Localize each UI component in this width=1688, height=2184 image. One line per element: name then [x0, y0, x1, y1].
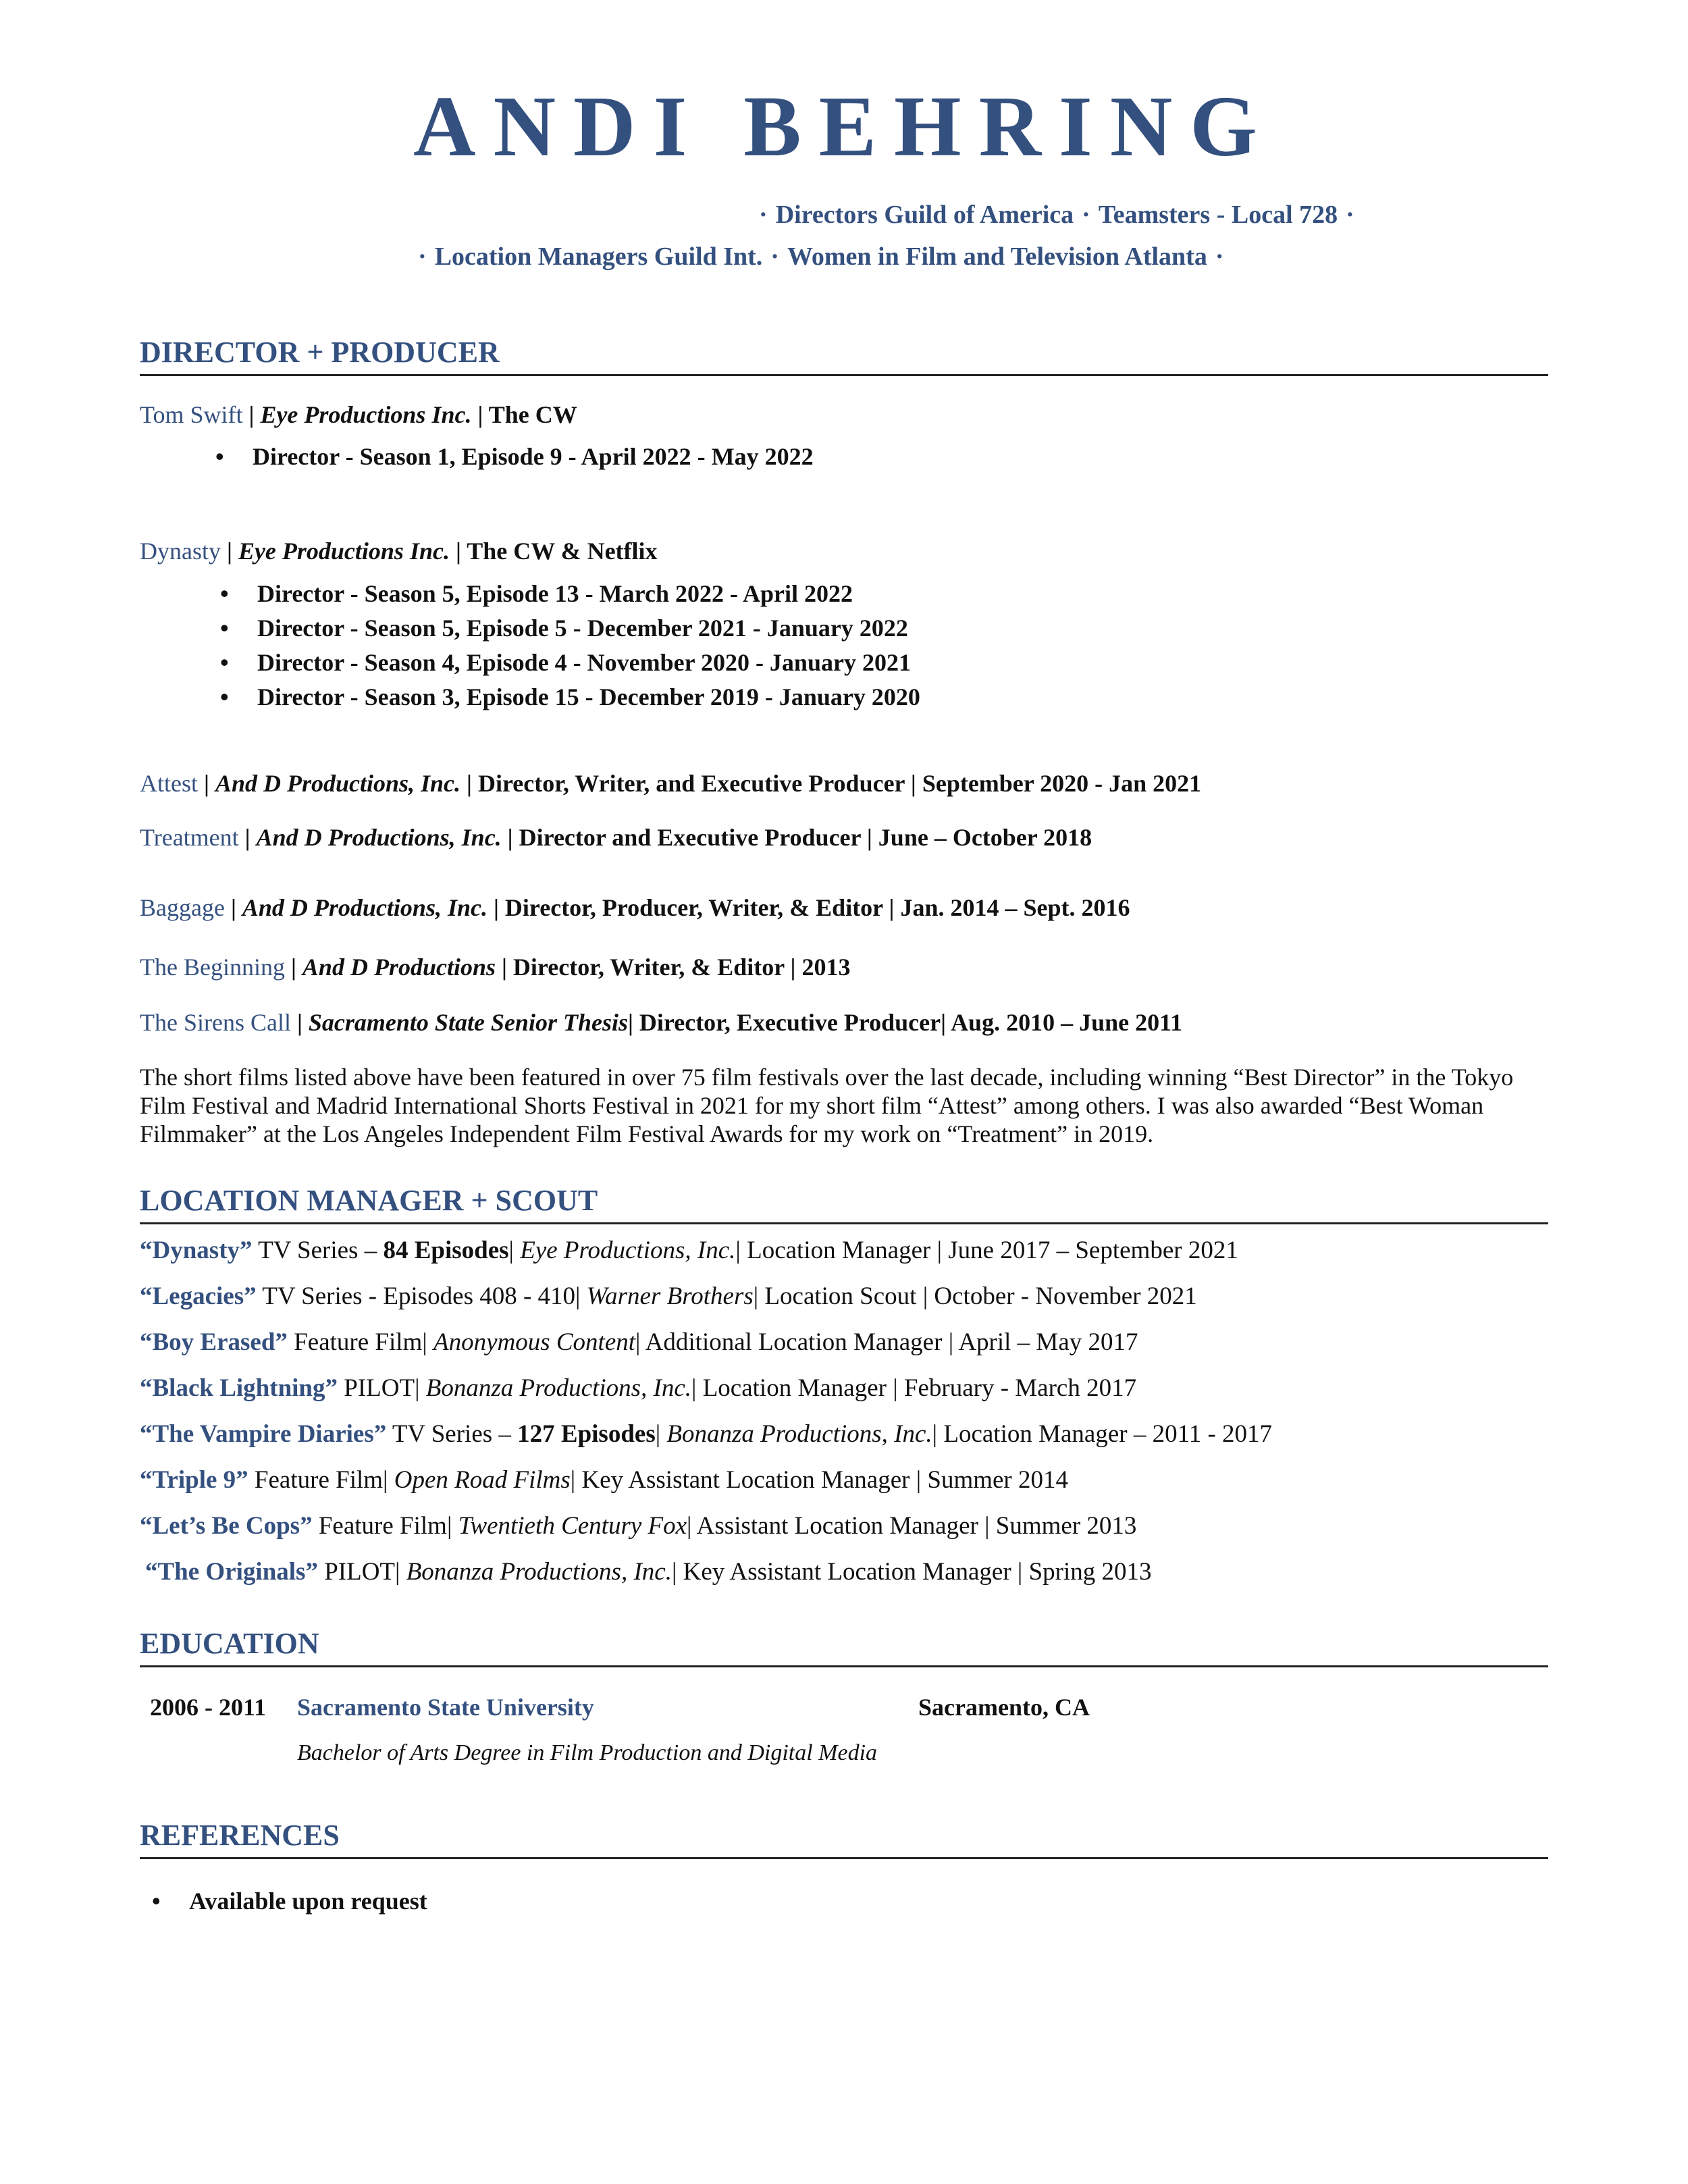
show-title: “Triple 9” [140, 1466, 248, 1494]
credit-attest: Attest | And D Productions, Inc. | Director, Writer, and Executive Producer | September 2020 - Jan 2021 [140, 770, 1202, 797]
job-role: Assistant Location Manager [696, 1512, 978, 1540]
list-item: • Director - Season 1, Episode 9 - April 2022 - May 2022 [253, 440, 814, 474]
production-company: Bonanza Productions, Inc. [666, 1420, 932, 1448]
show-title: “Legacies” [140, 1282, 257, 1310]
location-credit-item: “Dynasty” TV Series – 84 Episodes| Eye Productions, Inc.| Location Manager | June 2017 – September 2021 [140, 1237, 1238, 1264]
show-format: Feature Film [318, 1512, 447, 1540]
job-dates: Spring 2013 [1028, 1558, 1152, 1586]
show-format: PILOT [344, 1374, 415, 1402]
production-company: Warner Brothers [586, 1282, 754, 1310]
affiliation-wift: Women in Film and Television Atlanta [787, 242, 1207, 271]
job-role: Location Manager – 2011 - 2017 [943, 1420, 1273, 1448]
affiliations-row-2: · Location Managers Guild Int. · Women in Film and Television Atlanta · [418, 242, 1224, 271]
credit-the-beginning: The Beginning | And D Productions | Director, Writer, & Editor | 2013 [140, 954, 851, 981]
job-role: Location Manager [702, 1374, 887, 1402]
location-credit-item: “Boy Erased” Feature Film| Anonymous Content| Additional Location Manager | April – May 2017 [140, 1328, 1138, 1356]
production-company: Anonymous Content [433, 1328, 636, 1356]
location-credit-item: “The Originals” PILOT| Bonanza Productions, Inc.| Key Assistant Location Manager | Spring 2013 [145, 1558, 1152, 1586]
credit-sirens-call: The Sirens Call | Sacramento State Senior Thesis| Director, Executive Producer| Aug. 2010 – June 2011 [140, 1009, 1183, 1036]
location-credit-item: “Triple 9” Feature Film| Open Road Films| Key Assistant Location Manager | Summer 2014 [140, 1466, 1069, 1494]
show-format: TV Series - Episodes 408 - 410 [262, 1282, 576, 1310]
production-company: Twentieth Century Fox [458, 1512, 687, 1540]
production-company: Open Road Films [394, 1466, 571, 1494]
show-title: “Black Lightning” [140, 1374, 338, 1402]
location-credit-item: “Legacies” TV Series - Episodes 408 - 410| Warner Brothers| Location Scout | October - November 2021 [140, 1282, 1197, 1310]
job-role: Key Assistant Location Manager [581, 1466, 910, 1494]
dynasty-credits [257, 577, 920, 714]
episode-count: 84 Episodes [383, 1237, 509, 1264]
credit-dynasty: Dynasty | Eye Productions Inc. | The CW & Netflix [140, 538, 658, 565]
affiliations-row-1: · Directors Guild of America · Teamsters - Local 728 · [759, 201, 1354, 229]
job-role: Location Manager [747, 1237, 931, 1264]
show-format: TV Series – [258, 1237, 377, 1264]
episode-count: 127 Episodes [517, 1420, 656, 1448]
education-degree: Bachelor of Arts Degree in Film Production and Digital Media [297, 1740, 878, 1765]
production-company: Bonanza Productions, Inc. [406, 1558, 672, 1586]
show-title: “Let’s Be Cops” [140, 1512, 313, 1540]
affiliation-teamsters: Teamsters - Local 728 [1098, 201, 1338, 229]
show-title: “Boy Erased” [140, 1328, 288, 1356]
section-title-references: REFERENCES [140, 1817, 1548, 1859]
show-title: “The Vampire Diaries” [140, 1420, 387, 1448]
credit-baggage: Baggage | And D Productions, Inc. | Director, Producer, Writer, & Editor | Jan. 2014 – Sept. 2016 [140, 894, 1130, 921]
job-dates: April – May 2017 [958, 1328, 1138, 1356]
list-item: • Director - Season 4, Episode 4 - November 2020 - January 2021 [257, 646, 920, 680]
location-credit-item: “The Vampire Diaries” TV Series – 127 Episodes| Bonanza Productions, Inc.| Location Manager – 2011 - 2017 [140, 1420, 1273, 1448]
candidate-name: ANDI BEHRING [413, 78, 1275, 174]
show-format: Feature Film [254, 1466, 384, 1494]
education-city: Sacramento, CA [918, 1694, 1090, 1721]
list-item: • Available upon request [189, 1884, 427, 1919]
section-title-director: DIRECTOR + PRODUCER [140, 334, 1548, 376]
show-format: Feature Film [294, 1328, 423, 1356]
education-years: 2006 - 2011 [150, 1694, 267, 1721]
list-item: • Director - Season 3, Episode 15 - December 2019 - January 2020 [257, 680, 920, 714]
credit-treatment: Treatment | And D Productions, Inc. | Director and Executive Producer | June – October 2018 [140, 824, 1092, 851]
section-title-location: LOCATION MANAGER + SCOUT [140, 1182, 1548, 1224]
affiliation-dga: Directors Guild of America [775, 201, 1074, 229]
list-item: • Director - Season 5, Episode 13 - March 2022 - April 2022 [257, 577, 920, 611]
job-role: Additional Location Manager [645, 1328, 943, 1356]
affiliation-lmgi: Location Managers Guild Int. [434, 242, 763, 271]
show-format: TV Series – [392, 1420, 511, 1448]
show-title: “Dynasty” [140, 1237, 253, 1264]
list-item: • Director - Season 5, Episode 5 - December 2021 - January 2022 [257, 611, 920, 646]
job-role: Location Scout [764, 1282, 917, 1310]
show-title: “The Originals” [145, 1558, 318, 1586]
section-title-education: EDUCATION [140, 1625, 1548, 1667]
job-dates: June 2017 – September 2021 [948, 1237, 1238, 1264]
festival-summary: The short films listed above have been featured in over 75 film festivals over the last decade, including winning “Best Director” in the Tokyo Film Festival and Madrid International Shorts Festival in 2021 for my short film “Attest” among others. I was also awarded “Best Woman Filmmaker” at the Los Angeles Independent Film Festival Awards for my work on “Treatment” in 2019. [140, 1064, 1514, 1147]
job-dates: October - November 2021 [934, 1282, 1197, 1310]
references-list [189, 1884, 427, 1919]
job-dates: Summer 2013 [995, 1512, 1137, 1540]
job-dates: February - March 2017 [903, 1374, 1137, 1402]
production-company: Bonanza Productions, Inc. [425, 1374, 692, 1402]
production-company: Eye Productions, Inc. [520, 1237, 736, 1264]
show-format: PILOT [324, 1558, 396, 1586]
tom-swift-credits [253, 440, 814, 474]
credit-tom-swift: Tom Swift | Eye Productions Inc. | The CW [140, 401, 577, 428]
location-credit-item: “Black Lightning” PILOT| Bonanza Productions, Inc.| Location Manager | February - March 2017 [140, 1374, 1137, 1402]
education-school: Sacramento State University [297, 1694, 594, 1721]
location-credit-item: “Let’s Be Cops” Feature Film| Twentieth Century Fox| Assistant Location Manager | Summer 2013 [140, 1512, 1137, 1540]
job-dates: Summer 2014 [927, 1466, 1069, 1494]
job-role: Key Assistant Location Manager [683, 1558, 1011, 1586]
